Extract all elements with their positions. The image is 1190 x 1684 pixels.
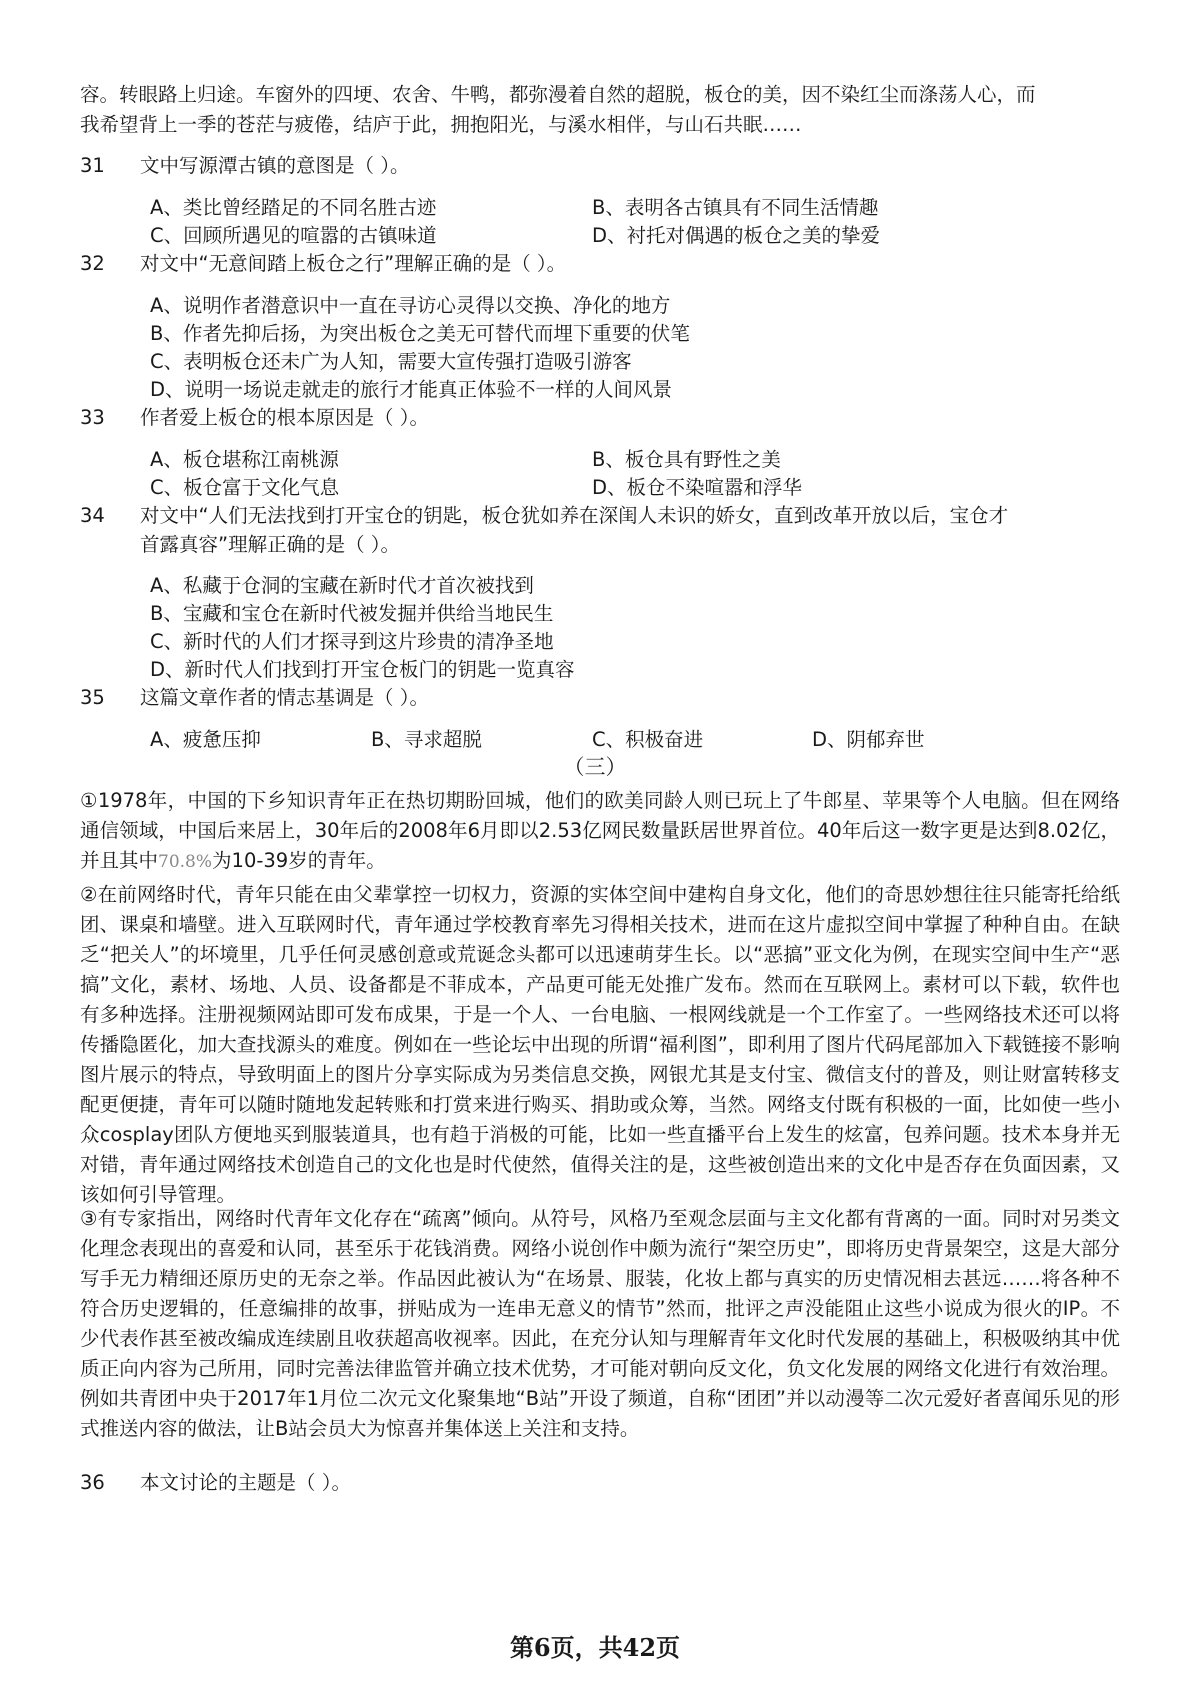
question-35-option-a: A、疲惫压抑 xyxy=(150,728,261,751)
question-32-text: 对文中“无意间踏上板仓之行”理解正确的是（ ）。 xyxy=(140,252,567,275)
question-34-text-cont: 首露真容”理解正确的是（ ）。 xyxy=(140,533,401,556)
question-31-option-b: B、表明各古镇具有不同生活情趣 xyxy=(592,196,879,219)
question-34-option-b: B、宝藏和宝仓在新时代被发掘并供给当地民生 xyxy=(150,602,554,625)
page-footer: 第6页，共42页 xyxy=(509,1633,681,1662)
question-34-option-d: D、新时代人们找到打开宝仓板门的钥匙一览真容 xyxy=(150,658,575,681)
question-32-option-d: D、说明一场说走就走的旅行才能真正体验不一样的人间风景 xyxy=(150,378,673,401)
paragraph-1-text: ①1978年，中国的下乡知识青年正在热切期盼回城，他们的欧美同龄人则已玩上了牛郎星、苹果等个人电脑。但在网络通信领域，中国后来居上，30年后的2008年6月即以2.53亿网民数量跃居世界首位。40年后这一数字更是达到8.02亿，并且其中 xyxy=(80,789,1120,872)
passage-paragraph-1 xyxy=(80,786,1120,877)
question-36-text: 本文讨论的主题是（ ）。 xyxy=(140,1471,351,1494)
question-31-option-a: A、类比曾经踏足的不同名胜古迹 xyxy=(150,196,437,219)
paragraph-1-percent: 70.8% xyxy=(158,852,213,872)
question-33-number: 33 xyxy=(80,406,105,429)
question-31-number: 31 xyxy=(80,154,105,177)
question-34-text: 对文中“人们无法找到打开宝仓的钥匙，板仓犹如养在深闺人未识的娇女，直到改革开放以后，宝仓才 xyxy=(140,504,1009,527)
question-35-option-c: C、积极奋进 xyxy=(592,728,704,751)
question-32-option-b: B、作者先抑后扬，为突出板仓之美无可替代而埋下重要的伏笔 xyxy=(150,322,690,345)
question-35-option-b: B、寻求超脱 xyxy=(371,728,482,751)
question-34-number: 34 xyxy=(80,504,105,527)
intro-line-1: 容。转眼路上归途。车窗外的四埂、农舍、牛鸭，都弥漫着自然的超脱，板仓的美，因不染红尘而涤荡人心，而 xyxy=(80,83,1036,106)
question-33-option-c: C、板仓富于文化气息 xyxy=(150,476,340,499)
question-35-text: 这篇文章作者的情志基调是（ ）。 xyxy=(140,686,429,709)
question-31-option-d: D、衬托对偶遇的板仓之美的挚爱 xyxy=(592,224,881,247)
paragraph-1-text-end: 为10-39岁的青年。 xyxy=(212,849,386,872)
passage-paragraph-3: ③有专家指出，网络时代青年文化存在“疏离”倾向。从符号，风格乃至观念层面与主文化都有背离的一面。同时对另类文化理念表现出的喜爱和认同，甚至乐于花钱消费。网络小说创作中颇为流行“架空历史”，即将历史背景架空，这是大部分写手无力精细还原历史的无奈之举。作品因此被认为“在场景、服装，化妆上都与真实的历史情况相去甚远……将各种不符合历史逻辑的，任意编排的故事，拼贴成为一连串无意义的情节”然而，批评之声没能阻止这些小说成为很火的IP。不少代表作甚至被改编成连续剧且收获超高收视率。因此，在充分认知与理解青年文化时代发展的基础上，积极吸纳其中优质正向内容为己所用，同时完善法律监管并确立技术优势，才可能对朝向反文化，负文化发展的网络文化进行有效治理。例如共青团中央于2017年1月位二次元文化聚集地“B站”开设了频道，自称“团团”并以动漫等二次元爱好者喜闻乐见的形式推送内容的做法，让B站会员大为惊喜并集体送上关注和支持。 xyxy=(80,1207,1120,1440)
question-32-option-c: C、表明板仓还未广为人知，需要大宣传强打造吸引游客 xyxy=(150,350,632,373)
question-32-number: 32 xyxy=(80,252,105,275)
question-33-option-b: B、板仓具有野性之美 xyxy=(592,448,781,471)
intro-line-2: 我希望背上一季的苍茫与疲倦，结庐于此，拥抱阳光，与溪水相伴，与山石共眠…… xyxy=(80,113,802,136)
question-33-option-a: A、板仓堪称江南桃源 xyxy=(150,448,339,471)
question-32-option-a: A、说明作者潜意识中一直在寻访心灵得以交换、净化的地方 xyxy=(150,294,671,317)
question-36-number: 36 xyxy=(80,1471,105,1494)
question-35-number: 35 xyxy=(80,686,105,709)
question-34-option-c: C、新时代的人们才探寻到这片珍贵的清净圣地 xyxy=(150,630,554,653)
question-34-option-a: A、私藏于仓洞的宝藏在新时代才首次被找到 xyxy=(150,574,534,597)
question-35-option-d: D、阴郁弃世 xyxy=(812,728,925,751)
section-title: （三） xyxy=(563,755,627,779)
question-33-option-d: D、板仓不染喧嚣和浮华 xyxy=(592,476,803,499)
passage-paragraph-2: ②在前网络时代，青年只能在由父辈掌控一切权力，资源的实体空间中建构自身文化，他们的奇思妙想往往只能寄托给纸团、课桌和墙壁。进入互联网时代，青年通过学校教育率先习得相关技术，进而在这片虚拟空间中掌握了种种自由。在缺乏“把关人”的坏境里，几乎任何灵感创意或荒诞念头都可以迅速萌芽生长。以“恶搞”亚文化为例，在现实空间中生产“恶搞”文化，素材、场地、人员、设备都是不菲成本，产品更可能无处推广发布。然而在互联网上。素材可以下载，软件也有多种选择。注册视频网站即可发布成果，于是一个人、一台电脑、一根网线就是一个工作室了。一些网络技术还可以将传播隐匿化，加大查找源头的难度。例如在一些论坛中出现的所谓“福利图”，即利用了图片代码尾部加入下载链接不影响图片展示的特点，导致明面上的图片分享实际成为另类信息交换，网银尤其是支付宝、微信支付的普及，则让财富转移支配更便捷，青年可以随时随地发起转账和打赏来进行购买、捐助或众筹，当然。网络支付既有积极的一面，比如使一些小众cosplay团队方便地买到服装道具，也有趋于消极的可能，比如一些直播平台上发生的炫富，包养问题。技术本身并无对错，青年通过网络技术创造自己的文化也是时代使然，值得关注的是，这些被创造出来的文化中是否存在负面因素，又该如何引导管理。 xyxy=(80,883,1120,1206)
question-31-option-c: C、回顾所遇见的喧嚣的古镇味道 xyxy=(150,224,437,247)
question-31-text: 文中写源潭古镇的意图是（ ）。 xyxy=(140,154,410,177)
question-33-text: 作者爱上板仓的根本原因是（ ）。 xyxy=(140,406,429,429)
